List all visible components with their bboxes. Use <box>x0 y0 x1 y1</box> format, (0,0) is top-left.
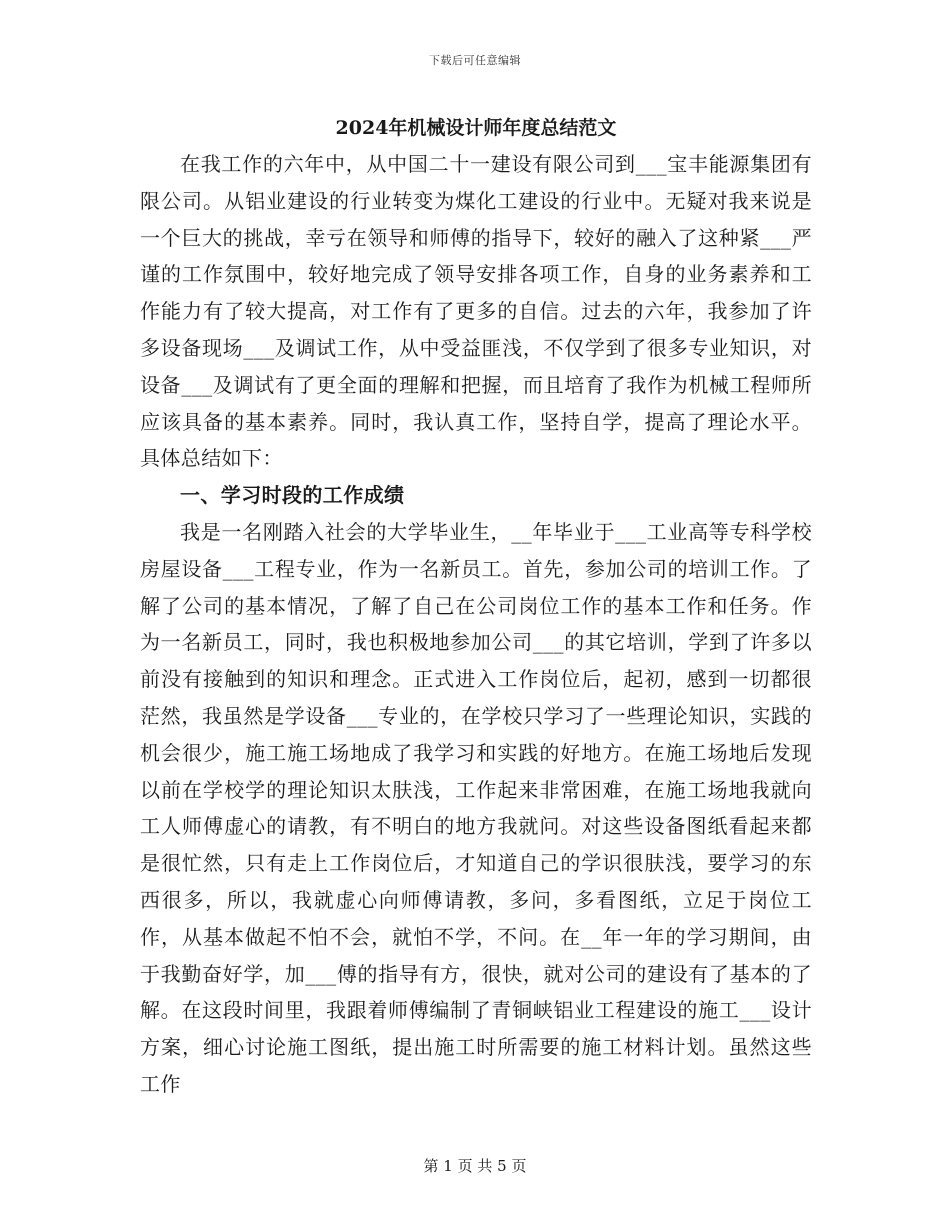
intro-paragraph: 在我工作的六年中，从中国二十一建设有限公司到___宝丰能源集团有限公司。从铝业建设的行业转变为煤化工建设的行业中。无疑对我来说是一个巨大的挑战，幸亏在领导和师傅的指导下，较好的融入了这种紧___严谨的工作氛围中，较好地完成了领导安排各项工作，自身的业务素养和工作能力有了较大提高，对工作有了更多的自信。过去的六年，我参加了许多设备现场___及调试工作，从中受益匪浅，不仅学到了很多专业知识，对设备___及调试有了更全面的理解和把握，而且培育了我作为机械工程师所应该具备的基本素养。同时，我认真工作，坚持自学，提高了理论水平。具体总结如下： <box>140 152 812 471</box>
page-number-footer: 第 1 页 共 5 页 <box>423 1157 527 1175</box>
document-body <box>140 110 812 1103</box>
page-header-note: 下载后可任意编辑 <box>429 54 521 67</box>
document-title: 2024年机械设计师年度总结范文 <box>335 117 617 139</box>
section-paragraph: 我是一名刚踏入社会的大学毕业生，__年毕业于___工业高等专科学校房屋设备___工程专业，作为一名新员工。首先，参加公司的培训工作。了解了公司的基本情况，了解了自己在公司岗位工作的基本工作和任务。作为一名新员工，同时，我也积极地参加公司___的其它培训，学到了许多以前没有接触到的知识和理念。正式进入工作岗位后，起初，感到一切都很茫然，我虽然是学设备___专业的，在学校只学习了一些理论知识，实践的机会很少，施工施工场地成了我学习和实践的好地方。在施工场地后发现以前在学校学的理论知识太肤浅，工作起来非常困难，在施工场地我就向工人师傅虚心的请教，有不明白的地方我就问。对这些设备图纸看起来都是很忙然，只有走上工作岗位后，才知道自己的学识很肤浅，要学习的东西很多，所以，我就虚心向师傅请教，多问，多看图纸，立足于岗位工作，从基本做起不怕不会，就怕不学，不问。在__年一年的学习期间，由于我勤奋好学，加___傅的指导有方，很快，就对公司的建设有了基本的了解。在这段时间里，我跟着师傅编制了青铜峡铝业工程建设的施工___设计方案，细心讨论施工图纸，提出施工时所需要的施工材料计划。虽然这些工作 <box>140 519 812 1096</box>
section-heading: 一、学习时段的工作成绩 <box>180 483 405 508</box>
